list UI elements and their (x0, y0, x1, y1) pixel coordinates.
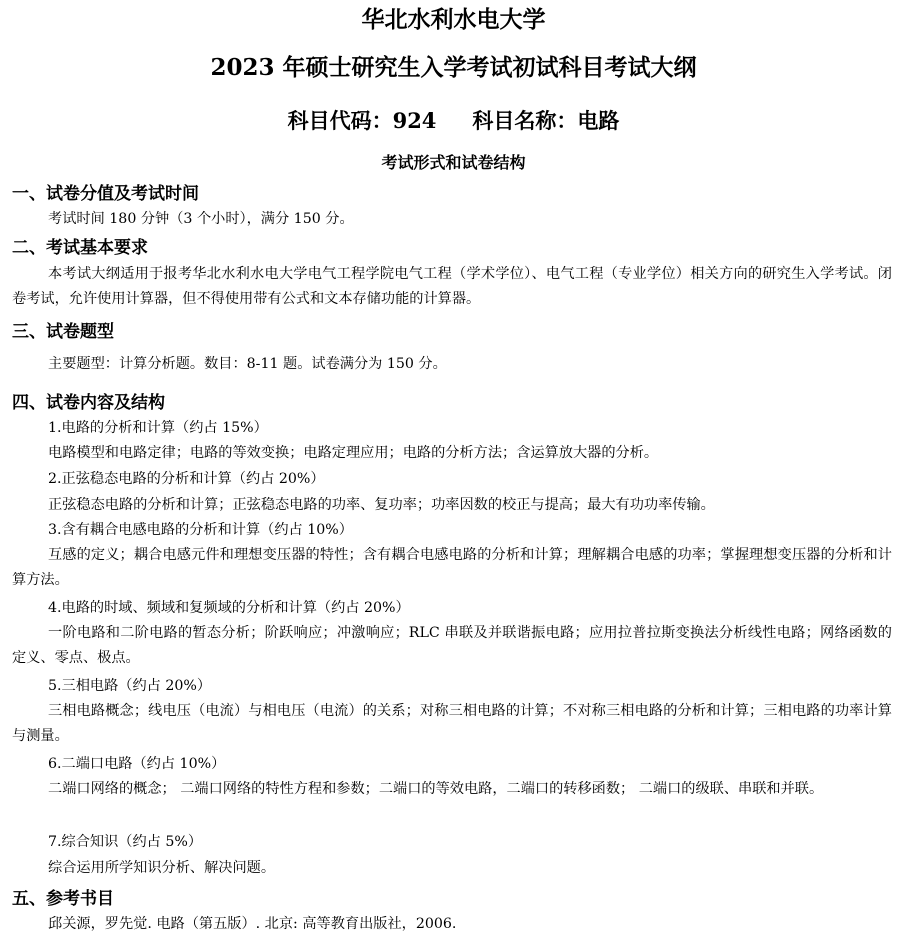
content-item-4-desc: 一阶电路和二阶电路的暂态分析；阶跃响应；冲激响应；RLC 串联及并联谐振电路；应用拉普拉斯变换法分析线性电路；网络函数的定义、零点、极点。 (12, 625, 892, 666)
content-item-3-title: 3.含有耦合电感电路的分析和计算（约占 10%） (48, 522, 353, 538)
content-item-2-title: 2.正弦稳态电路的分析和计算（约占 20%） (48, 471, 325, 487)
section-3-heading: 三、试卷题型 (12, 322, 114, 342)
section-2-text: 本考试大纲适用于报考华北水利水电大学电气工程学院电气工程（学术学位）、电气工程（专业学位）相关方向的研究生入学考试。闭卷考试，允许使用计算器，但不得使用带有公式和文本存储功能的计算器。 (12, 266, 892, 307)
content-item-7-title: 7.综合知识（约占 5%） (48, 834, 203, 850)
section-5-heading: 五、参考书目 (12, 889, 114, 909)
content-item-3-desc: 互感的定义；耦合电感元件和理想变压器的特性；含有耦合电感电路的分析和计算；理解耦合电感的功率；掌握理想变压器的分析和计算方法。 (12, 547, 892, 588)
content-item-7-desc: 综合运用所学知识分析、解决问题。 (48, 860, 276, 876)
content-item-2-desc: 正弦稳态电路的分析和计算；正弦稳态电路的功率、复功率；功率因数的校正与提高；最大有功功率传输。 (48, 497, 715, 513)
content-item-6-title: 6.二端口电路（约占 10%） (48, 756, 226, 772)
subject-name: 科目名称：电路 (472, 108, 620, 133)
section-3-text: 主要题型：计算分析题。数目：8-11 题。试卷满分为 150 分。 (48, 356, 447, 372)
content-item-1-title: 1.电路的分析和计算（约占 15%） (48, 420, 268, 436)
content-item-1-desc: 电路模型和电路定律；电路的等效变换；电路定理应用；电路的分析方法；含运算放大器的分析。 (48, 445, 659, 461)
university-title: 华北水利水电大学 (361, 6, 546, 33)
subject-line (0, 106, 907, 136)
exam-title: 2023 年硕士研究生入学考试初试科目考试大纲 (210, 54, 697, 81)
section-2-heading: 二、考试基本要求 (12, 238, 148, 258)
section-1-text: 考试时间 180 分钟（3 个小时），满分 150 分。 (48, 211, 354, 227)
section-4-heading: 四、试卷内容及结构 (12, 393, 165, 413)
section-1-heading: 一、试卷分值及考试时间 (12, 184, 199, 204)
reference-book: 邱关源，罗先觉. 电路（第五版）. 北京: 高等教育出版社，2006. (48, 916, 457, 932)
content-item-4-title: 4.电路的时域、频域和复频域的分析和计算（约占 20%） (48, 600, 410, 616)
subject-code: 科目代码：924 (287, 108, 437, 133)
content-item-6-desc: 二端口网络的概念； 二端口网络的特性方程和参数；二端口的等效电路，二端口的转移函数； 二端口的级联、串联和并联。 (48, 781, 824, 797)
content-item-5-title: 5.三相电路（约占 20%） (48, 678, 212, 694)
structure-title: 考试形式和试卷结构 (381, 153, 526, 172)
content-item-5-desc: 三相电路概念；线电压（电流）与相电压（电流）的关系；对称三相电路的计算；不对称三相电路的分析和计算；三相电路的功率计算与测量。 (12, 703, 892, 744)
